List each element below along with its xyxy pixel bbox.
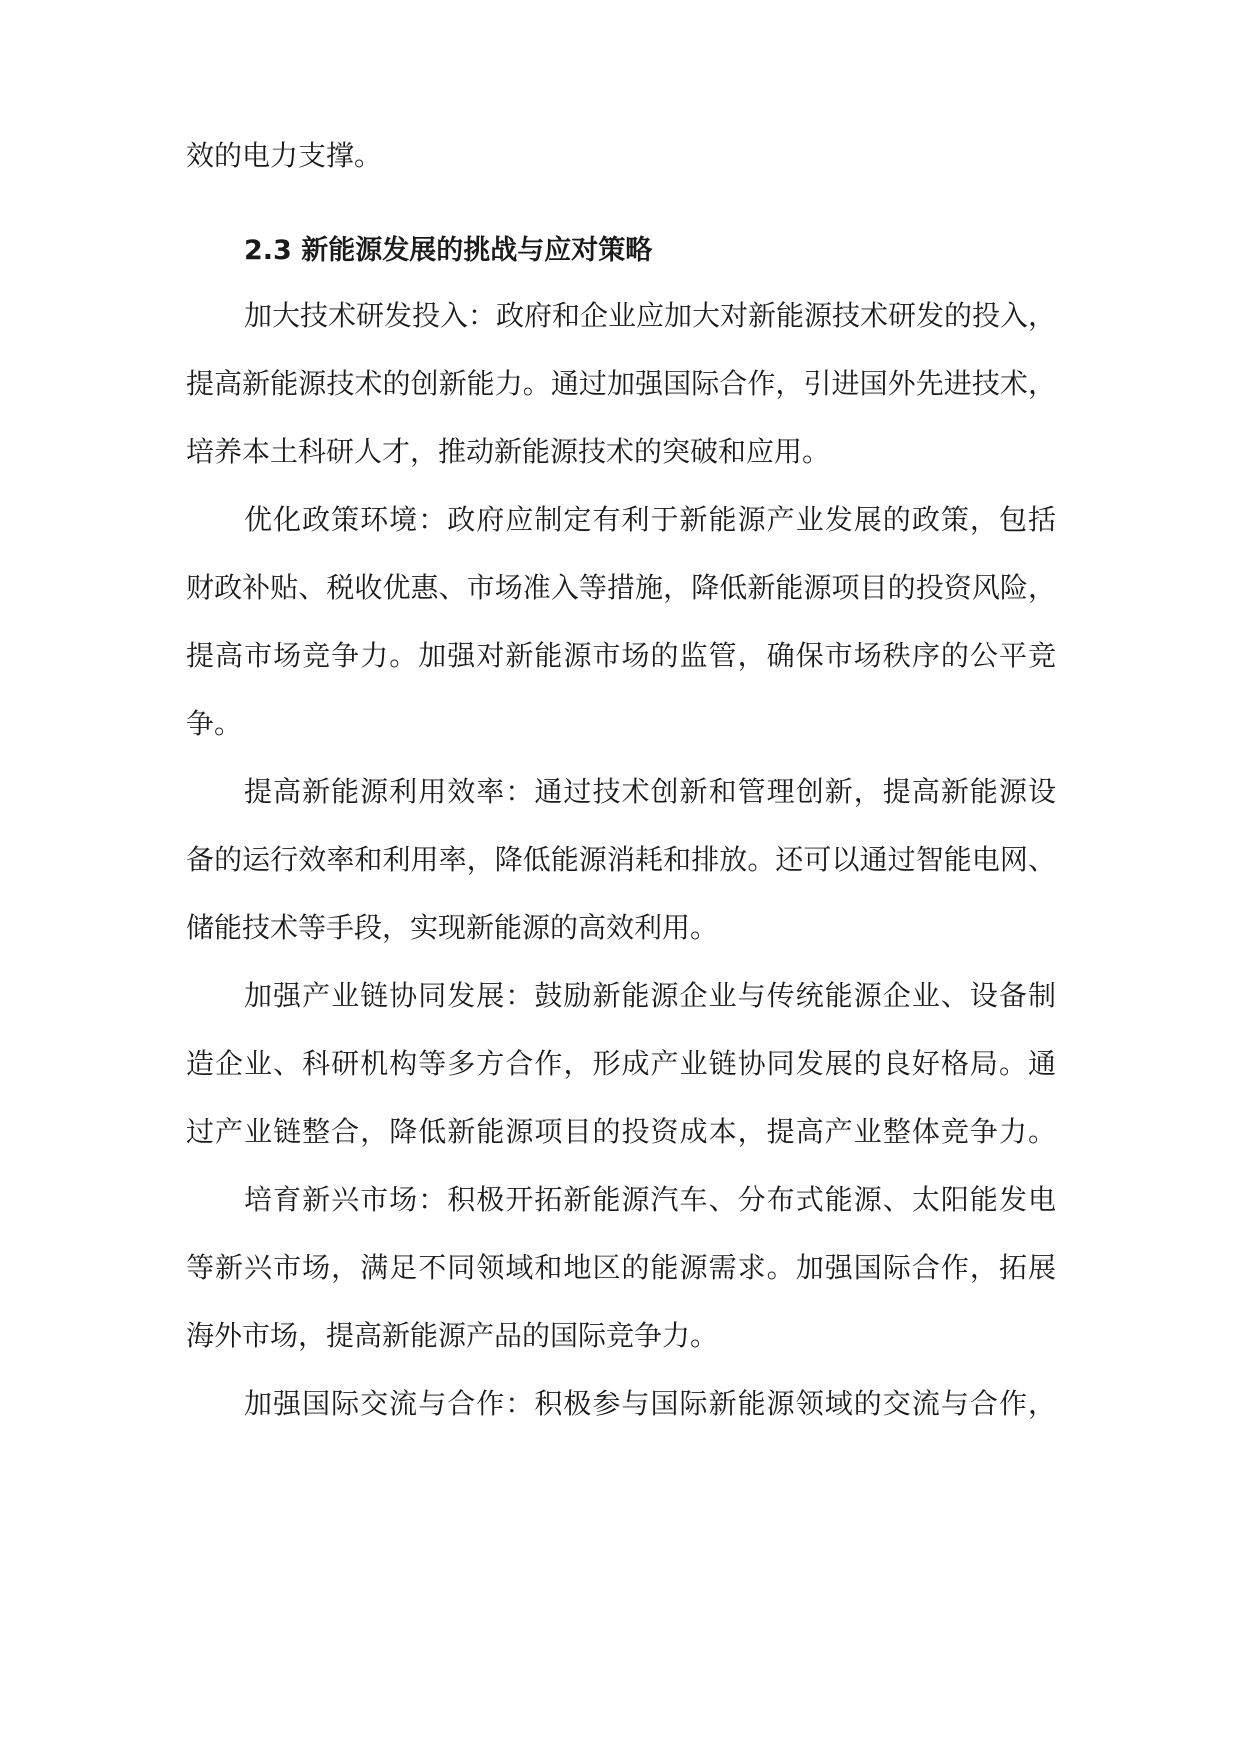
paragraph-5-line-1: 培育新兴市场：积极开拓新能源汽车、分布式能源、太阳能发电 [244,1183,1056,1216]
paragraph-2-line-2: 财政补贴、税收优惠、市场准入等措施，降低新能源项目的投资风险， [186,571,1056,604]
paragraph-2-line-3: 提高市场竞争力。加强对新能源市场的监管，确保市场秩序的公平竞 [186,639,1056,672]
section-heading: 2.3 新能源发展的挑战与应对策略 [244,235,653,266]
paragraph-4-line-2: 造企业、科研机构等多方合作，形成产业链协同发展的良好格局。通 [186,1047,1056,1080]
paragraph-3-line-1: 提高新能源利用效率：通过技术创新和管理创新，提高新能源设 [244,775,1056,808]
paragraph-2-line-4: 争。 [186,707,243,740]
paragraph-1-line-3: 培养本土科研人才，推动新能源技术的突破和应用。 [186,435,831,468]
paragraph-2-line-1: 优化政策环境：政府应制定有利于新能源产业发展的政策，包括 [244,503,1056,536]
paragraph-1-line-1: 加大技术研发投入：政府和企业应加大对新能源技术研发的投入， [244,299,1056,332]
paragraph-6-line-1: 加强国际交流与合作：积极参与国际新能源领域的交流与合作， [244,1387,1056,1420]
paragraph-5-line-2: 等新兴市场，满足不同领域和地区的能源需求。加强国际合作，拓展 [186,1251,1056,1284]
paragraph-5-line-3: 海外市场，提高新能源产品的国际竞争力。 [186,1319,719,1352]
paragraph-3-line-3: 储能技术等手段，实现新能源的高效利用。 [186,911,719,944]
paragraph-4-line-3: 过产业链整合，降低新能源项目的投资成本，提高产业整体竞争力。 [186,1115,1056,1148]
paragraph-continuation-line: 效的电力支撑。 [186,139,383,172]
paragraph-1-line-2: 提高新能源技术的创新能力。通过加强国际合作，引进国外先进技术， [186,367,1056,400]
paragraph-4-line-1: 加强产业链协同发展：鼓励新能源企业与传统能源企业、设备制 [244,979,1056,1012]
paragraph-3-line-2: 备的运行效率和利用率，降低能源消耗和排放。还可以通过智能电网、 [186,843,1056,876]
